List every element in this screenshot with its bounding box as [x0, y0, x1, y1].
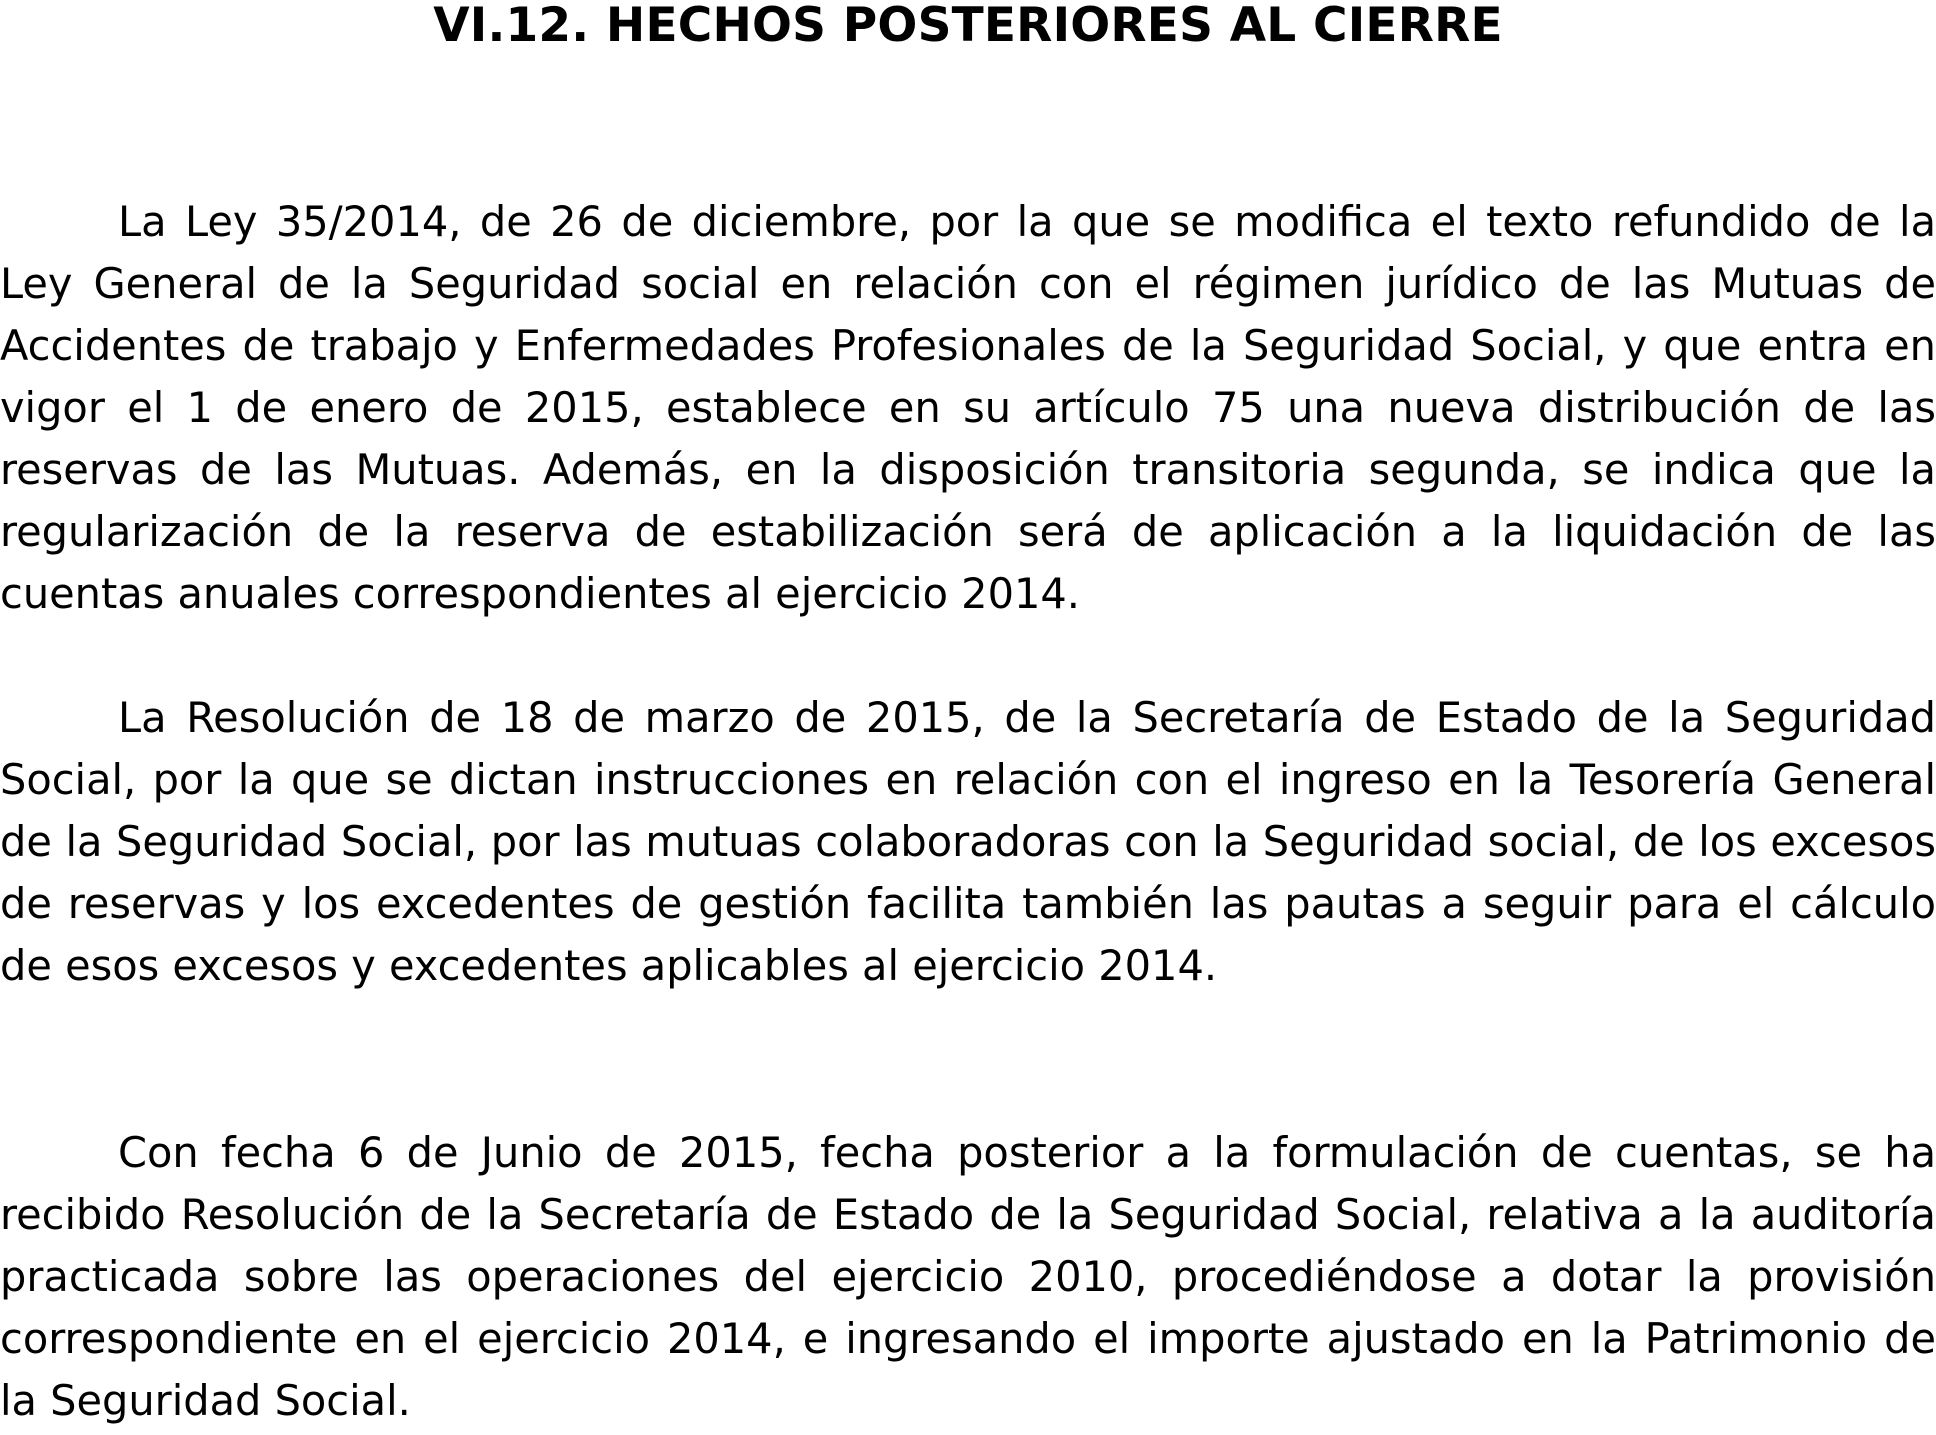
paragraph-ley-35-2014: La Ley 35/2014, de 26 de diciembre, por la que se modifica el texto refundido de la Ley General de la Seguridad social en relación con el régimen jurídico de las Mutuas de Accidentes de trabajo y Enfermedades Profesionales de la Seguridad Social, y que entra en vigor el 1 de enero de 2015, establece en su artículo 75 una nueva distribución de las reservas de las Mutuas. Además, en la disposición transitoria segunda, se indica que la regularización de la reserva de estabilización será de aplicación a la liquidación de las cuentas anuales correspondientes al ejercicio 2014.	[0, 197, 1936, 618]
section-heading: VI.12. HECHOS POSTERIORES AL CIERRE	[433, 0, 1503, 53]
paragraph-resolucion-marzo-2015: La Resolución de 18 de marzo de 2015, de la Secretaría de Estado de la Seguridad Social, por la que se dictan instrucciones en relación con el ingreso en la Tesorería General de la Seguridad Social, por las mutuas colaboradoras con la Seguridad social, de los excesos de reservas y los excedentes de gestión facilita también las pautas a seguir para el cálculo de esos excesos y excedentes aplicables al ejercicio 2014.	[0, 693, 1936, 990]
paragraph-resolucion-junio-2015: Con fecha 6 de Junio de 2015, fecha posterior a la formulación de cuentas, se ha recibido Resolución de la Secretaría de Estado de la Seguridad Social, relativa a la auditoría practicada sobre las operaciones del ejercicio 2010, procediéndose a dotar la provisión correspondiente en el ejercicio 2014, e ingresando el importe ajustado en la Patrimonio de la Seguridad Social.	[0, 1128, 1936, 1425]
